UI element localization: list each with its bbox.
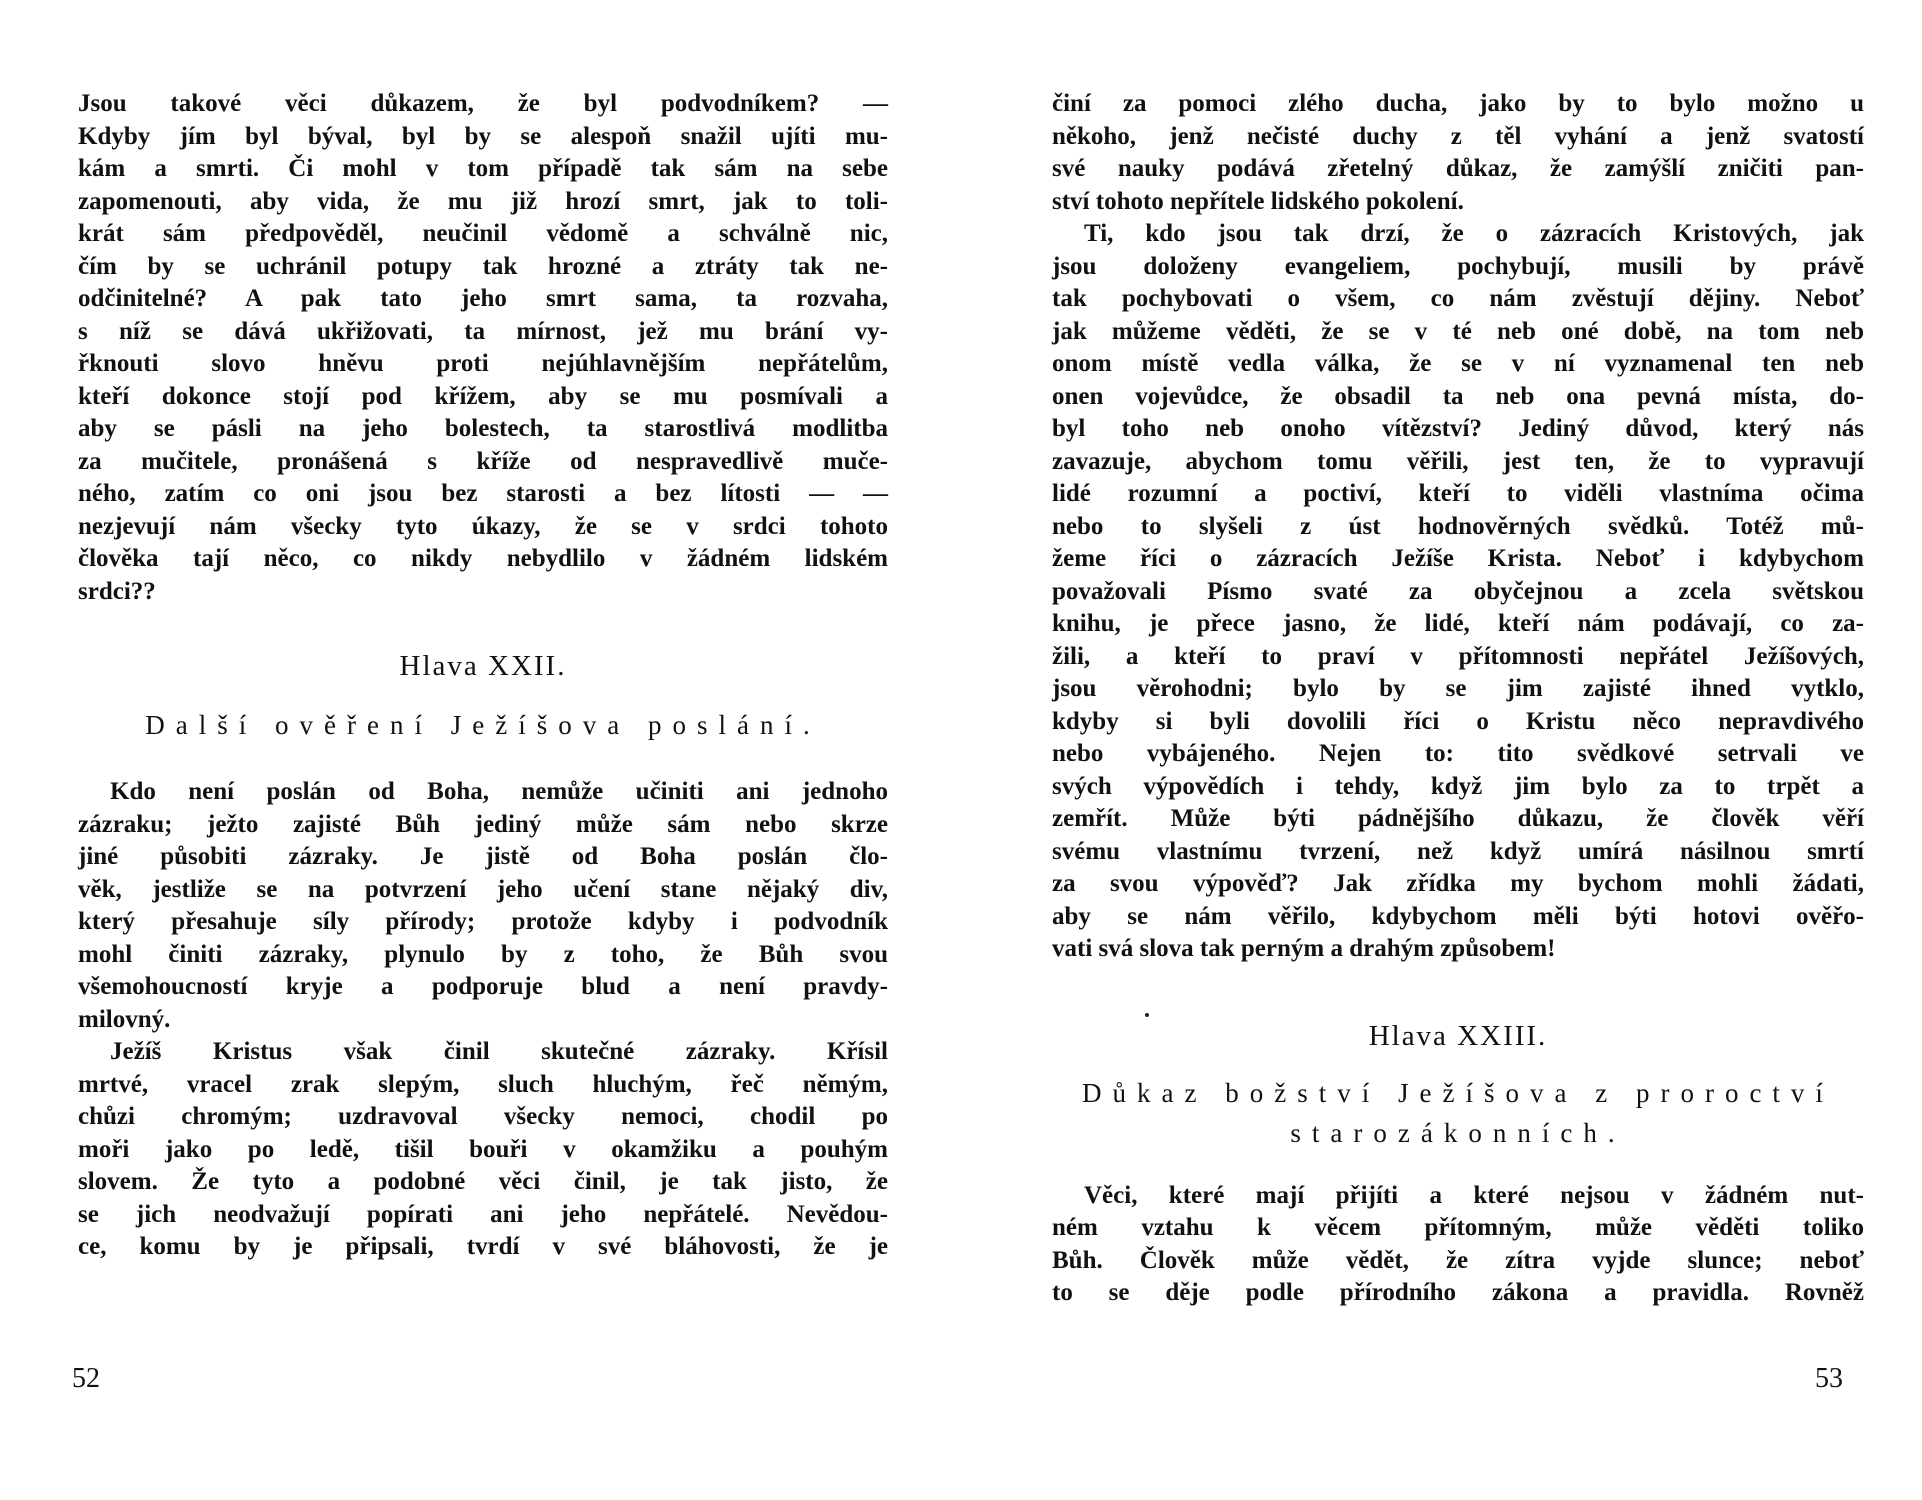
- text-line: jak můžeme věděti, že se v té neb oné době, na tom neb: [1052, 317, 1864, 345]
- text-line: odčinitelné? A pak tato jeho smrt sama, ta rozvaha,: [78, 285, 888, 312]
- text-line: nebo vybájeného. Nejen to: tito svědkové setrvali ve: [1052, 740, 1864, 767]
- text-line: svému vlastnímu tvrzení, než když umírá násilnou smrtí: [1052, 837, 1864, 865]
- text-line: onen vojevůdce, že obsadil ta neb ona pevná místa, do-: [1052, 382, 1864, 410]
- text-line: žili, a kteří to praví v přítomnosti nepřátel Ježíšových,: [1052, 642, 1864, 670]
- text-line: nezjevují nám všecky tyto úkazy, že se v srdci tohoto: [78, 512, 888, 540]
- text-line: nebo to slyšeli z úst hodnověrných svědků. Totéž mů-: [1052, 512, 1864, 540]
- text-line: aby se pásli na jeho bolestech, ta starostlivá modlitba: [78, 415, 888, 442]
- text-line: se jich neodvažují popírati ani jeho nepřátelé. Nevědou-: [78, 1200, 888, 1228]
- text-line: ce, komu by je připsali, tvrdí v své bláhovosti, že je: [78, 1233, 888, 1260]
- text-line: zapomenouti, aby vida, že mu již hrozí smrt, jak to toli-: [78, 187, 888, 215]
- text-line: ství tohoto nepřítele lidského pokolení.: [1052, 187, 1464, 215]
- text-line: zavazuje, abychom tomu věřili, jest ten, že to vypravují: [1052, 447, 1864, 475]
- text-line: ného, zatím co oni jsou bez starosti a bez lítosti — —: [78, 480, 888, 507]
- text-line: mohl činiti zázraky, plynulo by z toho, že Bůh svou: [78, 940, 888, 968]
- text-line: zázraku; ježto zajisté Bůh jediný může sám nebo skrze: [78, 810, 888, 838]
- text-line: za svou výpověď? Jak zřídka my bychom mohli žádati,: [1052, 870, 1864, 897]
- text-line: Bůh. Člověk může vědět, že zítra vyjde slunce; neboť: [1052, 1246, 1864, 1274]
- right-paragraph-2: [1052, 218, 1864, 966]
- text-line: moři jako po ledě, tišil bouři v okamžiku a pouhým: [78, 1135, 888, 1163]
- chapter-title-xxiii-line1: Důkaz božství Ježíšova z proroctví: [1082, 1077, 1834, 1108]
- text-line: všemohoucností kryje a podporuje blud a není pravdy-: [78, 973, 888, 1000]
- text-line: Ježíš Kristus však činil skutečné zázraky. Křísil: [110, 1038, 888, 1065]
- text-line: čím by se uchránil potupy tak hrozné a ztráty tak ne-: [78, 252, 888, 280]
- text-line: Jsou takové věci důkazem, že byl podvodníkem? —: [78, 90, 888, 117]
- text-line: krát sám předpověděl, neučinil vědomě a schválně nic,: [78, 220, 888, 247]
- text-line: Kdyby jím byl býval, byl by se alespoň snažil ujíti mu-: [78, 122, 888, 150]
- text-line: Ti, kdo jsou tak drzí, že o zázracích Kristových, jak: [1084, 220, 1864, 247]
- right-page: [1052, 88, 1864, 1310]
- text-line: své nauky podává zřetelný důkaz, že zamýšlí zničiti pan-: [1052, 155, 1864, 182]
- text-line: kteří dokonce stojí pod křížem, aby se mu posmívali a: [78, 382, 888, 410]
- text-line: chůzi chromým; uzdravoval všecky nemoci, chodil po: [78, 1103, 888, 1130]
- text-line: Věci, které mají přijíti a které nejsou v žádném nut-: [1084, 1181, 1864, 1209]
- page-number-right: 53: [1815, 1363, 1843, 1394]
- chapter-title-xxiii-line2: starozákonních.: [1290, 1117, 1626, 1148]
- spacer: [1052, 966, 1864, 1016]
- left-page: [78, 88, 888, 1264]
- spacer: [78, 608, 888, 646]
- text-line: kdyby si byli dovolili říci o Kristu něco nepravdivého: [1052, 707, 1864, 735]
- left-paragraph-2: [78, 776, 888, 1036]
- text-line: aby se nám věřilo, kdybychom měli býti hotovi ověřo-: [1052, 902, 1864, 930]
- text-line: ném vztahu k věcem přítomným, může věděti toliko: [1052, 1214, 1864, 1241]
- spacer: [1052, 1056, 1864, 1074]
- text-line: svých výpovědích i tehdy, když jim bylo za to trpět a: [1052, 772, 1864, 800]
- right-paragraph-3: [1052, 1180, 1864, 1310]
- text-line: mrtvé, vracel zrak slepým, sluch hluchým, řeč němým,: [78, 1070, 888, 1098]
- text-line: zemřít. Může býti pádnějšího důkazu, že člověk věří: [1052, 805, 1864, 832]
- text-line: činí za pomoci zlého ducha, jako by to bylo možno u: [1052, 90, 1864, 117]
- text-line: za mučitele, pronášená s kříže od nespravedlivě muče-: [78, 447, 888, 475]
- text-line: který přesahuje síly přírody; protože kdyby i podvodník: [78, 908, 888, 935]
- text-line: knihu, je přece jasno, že lidé, kteří nám podávají, co za-: [1052, 610, 1864, 637]
- text-line: Kdo není poslán od Boha, nemůže učiniti ani jednoho: [110, 778, 888, 805]
- stray-dot-mark: [1145, 1013, 1149, 1017]
- text-line: jsou věrohodni; bylo by se jim zajisté ihned vytklo,: [1052, 675, 1864, 702]
- text-line: byl toho neb onoho vítězství? Jediný důvod, který nás: [1052, 415, 1864, 442]
- text-line: někoho, jenž nečisté duchy z těl vyhání a jenž svatostí: [1052, 122, 1864, 150]
- left-paragraph-3: [78, 1036, 888, 1264]
- text-line: lidé rozumní a poctiví, kteří to viděli vlastníma očima: [1052, 480, 1864, 507]
- text-line: to se děje podle přírodního zákona a pravidla. Rovněž: [1052, 1279, 1864, 1306]
- spacer: [1052, 1152, 1864, 1180]
- text-line: jiné působiti zázraky. Je jistě od Boha poslán člo-: [78, 843, 888, 870]
- text-line: srdci??: [78, 577, 156, 605]
- text-line: vati svá slova tak perným a drahým způsobem!: [1052, 935, 1556, 962]
- left-paragraph-1: [78, 88, 888, 608]
- right-paragraph-1: [1052, 88, 1864, 218]
- text-line: kám a smrti. Či mohl v tom případě tak sám na sebe: [78, 155, 888, 182]
- chapter-heading-xxiii: Hlava XXIII.: [1368, 1019, 1548, 1052]
- text-line: s níž se dává ukřižovati, ta mírnost, jež mu brání vy-: [78, 317, 888, 345]
- spacer: [78, 744, 888, 776]
- text-line: milovný.: [78, 1005, 171, 1033]
- text-line: věk, jestliže se na potvrzení jeho učení stane nějaký div,: [78, 875, 888, 903]
- text-line: žeme říci o zázracích Ježíše Krista. Neboť i kdybychom: [1052, 545, 1864, 572]
- text-line: považovali Písmo svaté za obyčejnou a zcela světskou: [1052, 577, 1864, 605]
- spacer: [78, 686, 888, 706]
- text-line: slovem. Že tyto a podobné věci činil, je tak jisto, že: [78, 1168, 888, 1195]
- text-line: člověka tají něco, co nikdy nebydlilo v žádném lidském: [78, 545, 888, 572]
- text-line: jsou doloženy evangeliem, pochybují, musili by právě: [1052, 252, 1864, 280]
- chapter-title-xxii: Další ověření Ježíšova poslání.: [145, 710, 821, 740]
- page-number-left: 52: [72, 1363, 100, 1394]
- text-line: tak pochybovati o všem, co nám zvěstují dějiny. Neboť: [1052, 285, 1864, 312]
- text-line: onom místě vedla válka, že se v ní vyznamenal ten neb: [1052, 350, 1864, 377]
- chapter-heading-xxii: Hlava XXII.: [399, 650, 567, 682]
- text-line: řknouti slovo hněvu proti nejúhlavnějším nepřátelům,: [78, 350, 888, 377]
